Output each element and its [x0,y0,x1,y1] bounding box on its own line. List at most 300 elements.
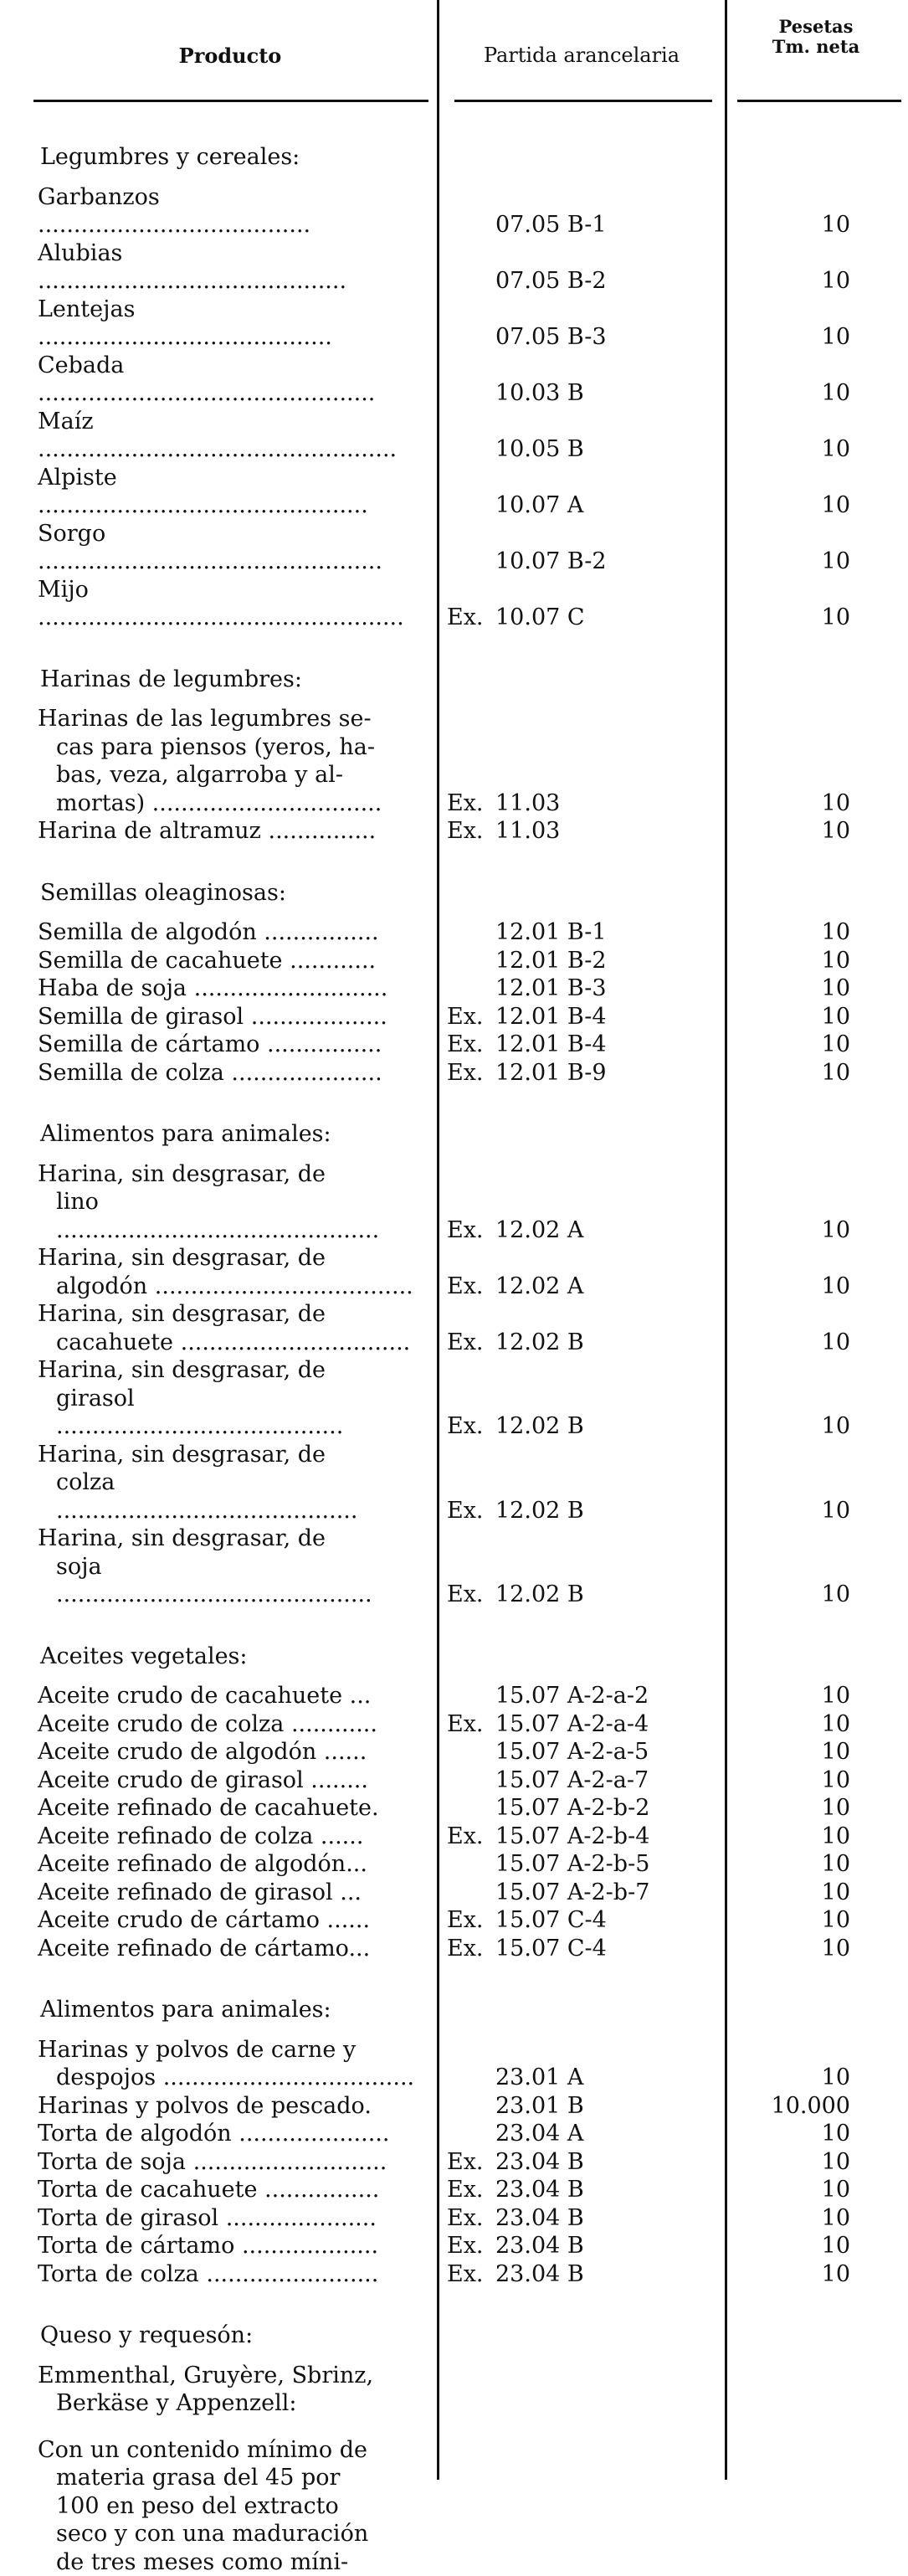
tariff-code: 10.03 B [495,380,584,406]
paragraph-text [0,2362,415,2418]
tariff-code: 12.02 B [495,1498,584,1524]
tariff-code: 11.03 [495,818,560,844]
product-cell [0,1766,415,1795]
section-title [0,1629,908,1683]
table-row [0,1244,908,1300]
section-gap [0,1609,908,1629]
product-cell [0,296,415,352]
tariff-code: 10.07 C [495,604,585,630]
table-row [0,1850,908,1879]
product-line: Aceite refinado de colza ...... [38,1823,415,1851]
paragraph-line: Emmenthal, Gruyère, Sbrinz, [38,2362,415,2390]
ex-prefix: Ex. [447,2148,495,2177]
pesetas-cell: 10 [700,1879,850,1907]
product-line: Harina, sin desgrasar, de [38,1160,415,1189]
pesetas-cell: 10.000 [700,2092,850,2121]
product-cell [0,2148,415,2177]
section-title [0,652,908,706]
pesetas-cell: 10 [700,1412,850,1441]
section-title [0,1982,908,2036]
table-row [0,408,908,464]
column-header-pesetas-line1: Pesetas [730,17,902,37]
table-row [0,1003,908,1031]
pesetas-cell: 10 [700,491,850,520]
tariff-cell [415,1329,700,1357]
product-cell [0,2232,415,2260]
tariff-code: 15.07 A-2-b-7 [495,1879,649,1905]
section-title-text: Legumbres y cereales: [0,143,415,172]
product-line: cacahuete ................................ [38,1329,415,1357]
pesetas-cell: 10 [700,2148,850,2177]
table-row [0,2204,908,2233]
table-row [0,2092,908,2121]
pesetas-cell: 10 [700,435,850,464]
pesetas-cell: 10 [700,1794,850,1823]
product-line: Harina de altramuz ............... [38,817,415,846]
product-line: Aceite crudo de colza ............ [38,1710,415,1739]
tariff-code: 23.04 B [495,2177,584,2203]
paragraph-line: Berkäse y Appenzell: [38,2389,415,2418]
product-cell [0,1738,415,1766]
table-row [0,239,908,296]
ex-prefix: Ex. [447,1003,495,1031]
tariff-cell [415,379,700,408]
tariff-cell [415,1412,700,1441]
tariff-cell [415,1766,700,1795]
pesetas-cell: 10 [700,2204,850,2233]
product-line: Aceite crudo de cártamo ...... [38,1906,415,1935]
pesetas-cell: 10 [700,1710,850,1739]
tariff-cell [415,1850,700,1879]
tariff-cell [415,1059,700,1087]
tariff-cell [415,2232,700,2260]
pesetas-cell: 10 [700,1850,850,1879]
tariff-code: 12.02 A [495,1217,583,1243]
product-cell [0,1356,415,1441]
product-line: Garbanzos ...................................... [38,183,415,239]
table-row [0,1710,908,1739]
table-row [0,1356,908,1441]
tariff-code: 23.01 B [495,2093,584,2119]
table-row [0,1935,908,1963]
product-line: Cebada ............................................... [38,352,415,408]
pesetas-cell: 10 [700,1682,850,1710]
pesetas-cell: 10 [700,1935,850,1963]
section-title-text: Aceites vegetales: [0,1643,415,1671]
tariff-code: 12.01 B-4 [495,1004,607,1030]
table-row [0,520,908,576]
product-cell [0,1935,415,1963]
table-row [0,1823,908,1851]
product-line: Torta de cacahuete ................ [38,2176,415,2204]
tariff-cell [415,1906,700,1935]
tariff-code: 15.07 C-4 [495,1907,607,1933]
tariff-code: 15.07 A-2-b-5 [495,1851,649,1877]
tariff-code: 12.01 B-4 [495,1031,607,1057]
table-row [0,2232,908,2260]
product-line: lino ............................................. [38,1188,415,1244]
pesetas-cell: 10 [700,1216,850,1245]
product-line: Harinas y polvos de carne y [38,2036,415,2064]
ex-prefix: Ex. [447,817,495,846]
table-row [0,352,908,408]
product-line: colza .......................................... [38,1468,415,1525]
product-cell [0,1906,415,1935]
column-header-pesetas-line2: Tm. neta [730,37,902,57]
pesetas-cell: 10 [700,2176,850,2204]
tariff-cell [415,2176,700,2204]
table-row [0,974,908,1003]
pesetas-cell: 10 [700,1766,850,1795]
tariff-cell [415,2148,700,2177]
product-line: Semilla de girasol ................... [38,1003,415,1031]
tariff-cell [415,1497,700,1525]
ex-prefix: Ex. [447,1273,495,1301]
pesetas-cell: 10 [700,379,850,408]
product-line: Harina, sin desgrasar, de [38,1356,415,1385]
tariff-code: 23.04 B [495,2233,584,2259]
tariff-code: 15.07 A-2-b-4 [495,1823,649,1849]
product-line: algodón .................................... [38,1273,415,1301]
product-line: bas, veza, algarroba y al- [38,761,415,789]
tariff-cell [415,323,700,352]
tariff-cell [415,974,700,1003]
table-row [0,947,908,975]
tariff-code: 23.04 B [495,2205,584,2231]
tariff-code: 23.04 B [495,2261,584,2287]
tariff-code: 11.03 [495,790,560,816]
section-title-text: Alimentos para animales: [0,1120,415,1149]
product-line: Mijo ................................................... [38,576,415,632]
product-cell [0,520,415,576]
product-cell [0,1244,415,1300]
product-cell [0,1682,415,1710]
product-cell [0,1031,415,1059]
pesetas-cell: 10 [700,323,850,352]
pesetas-cell: 10 [700,2232,850,2260]
table-row [0,296,908,352]
product-cell [0,2120,415,2148]
tariff-code: 23.04 B [495,2149,584,2175]
tariff-code: 12.01 B-1 [495,919,607,945]
paragraph-line: materia grasa del 45 por [38,2464,415,2492]
table-row [0,1738,908,1766]
tariff-code: 12.01 B-3 [495,975,607,1001]
product-line: Haba de soja ........................... [38,974,415,1003]
product-line: Aceite refinado de algodón... [38,1850,415,1879]
product-cell [0,1710,415,1739]
tariff-cell [415,1581,700,1609]
pesetas-cell: 10 [700,1738,850,1766]
table-row [0,817,908,846]
product-line: Aceite refinado de cacahuete. [38,1794,415,1823]
section-title-text: Semillas oleaginosas: [0,879,415,908]
product-line: Harinas y polvos de pescado. [38,2092,415,2121]
paragraph-text [0,2436,415,2576]
product-line: mortas) ................................ [38,789,415,818]
product-line: Torta de colza ........................ [38,2260,415,2289]
product-cell [0,2092,415,2121]
paragraph-line: de tres meses como míni- [38,2548,415,2576]
section-title [0,866,908,919]
tariff-cell [415,947,700,975]
tariff-cell [415,2204,700,2233]
table-row [0,576,908,632]
tariff-cell [415,491,700,520]
product-cell [0,2204,415,2233]
product-cell [0,1525,415,1609]
table-row [0,1525,908,1609]
tariff-cell [415,1031,700,1059]
tariff-code: 12.02 B [495,1581,584,1607]
pesetas-cell: 10 [700,817,850,846]
table-row [0,1794,908,1823]
table-row [0,1879,908,1907]
product-cell [0,1794,415,1823]
paragraph [0,2362,908,2418]
tariff-code: 10.07 B-2 [495,548,607,574]
section-gap [0,846,908,866]
ex-prefix: Ex. [447,2232,495,2260]
product-cell [0,705,415,817]
tariff-cell [415,1216,700,1245]
product-line: Harinas de las legumbres se- [38,705,415,733]
column-header-pesetas [730,17,902,57]
pesetas-cell: 10 [700,789,850,818]
table-row [0,2148,908,2177]
pesetas-cell: 10 [700,548,850,576]
column-header-partida: Partida arancelaria [444,44,720,67]
paragraph-line: Con un contenido mínimo de [38,2436,415,2465]
tariff-table-body [0,130,908,2576]
product-cell [0,239,415,296]
product-cell [0,464,415,520]
product-cell [0,2036,415,2092]
product-cell [0,408,415,464]
product-line: Lentejas ......................................... [38,296,415,352]
product-line: Semilla de algodón ................ [38,918,415,947]
ex-prefix: Ex. [447,2260,495,2289]
pesetas-cell: 10 [700,267,850,296]
pesetas-cell: 10 [700,1906,850,1935]
header-rule-pesetas [737,100,901,102]
table-row [0,1300,908,1356]
paragraph-line: 100 en peso del extracto [38,2492,415,2521]
product-cell [0,1003,415,1031]
section-title [0,130,908,183]
section-title [0,1107,908,1160]
table-row [0,1441,908,1525]
product-line: Aceite crudo de girasol ........ [38,1766,415,1795]
table-row [0,918,908,947]
product-line: Aceite refinado de girasol ... [38,1879,415,1907]
product-line: Harina, sin desgrasar, de [38,1525,415,1553]
product-line: Harina, sin desgrasar, de [38,1441,415,1469]
tariff-cell [415,1935,700,1963]
tariff-cell [415,604,700,632]
section-gap [0,632,908,652]
section-gap [0,1962,908,1982]
tariff-code: 15.07 A-2-a-2 [495,1683,649,1709]
tariff-code: 15.07 C-4 [495,1936,607,1962]
tariff-cell [415,1794,700,1823]
table-row [0,1682,908,1710]
table-row [0,1059,908,1087]
pesetas-cell: 10 [700,2064,850,2092]
pesetas-cell: 10 [700,2120,850,2148]
product-line: despojos ................................... [38,2064,415,2092]
table-row [0,464,908,520]
product-cell [0,918,415,947]
tariff-cell [415,267,700,296]
ex-prefix: Ex. [447,604,495,632]
ex-prefix: Ex. [447,1710,495,1739]
tariff-code: 12.01 B-9 [495,1060,607,1086]
product-line: Semilla de colza ..................... [38,1059,415,1087]
tariff-cell [415,2120,700,2148]
ex-prefix: Ex. [447,1581,495,1609]
pesetas-cell: 10 [700,604,850,632]
section-title [0,2308,908,2362]
product-cell [0,1850,415,1879]
product-cell [0,974,415,1003]
product-cell [0,576,415,632]
table-row [0,2036,908,2092]
product-line: Alubias ........................................... [38,239,415,296]
pesetas-cell: 10 [700,947,850,975]
pesetas-cell: 10 [700,918,850,947]
product-cell [0,817,415,846]
ex-prefix: Ex. [447,2176,495,2204]
product-line: Torta de algodón ..................... [38,2120,415,2148]
section-title-text: Queso y requesón: [0,2321,415,2350]
product-line: girasol ........................................ [38,1385,415,1441]
product-cell [0,1879,415,1907]
product-cell [0,352,415,408]
product-cell [0,2260,415,2289]
pesetas-cell: 10 [700,1581,850,1609]
pesetas-cell: 10 [700,2260,850,2289]
tariff-cell [415,789,700,818]
table-row [0,1906,908,1935]
ex-prefix: Ex. [447,1906,495,1935]
product-line: Semilla de cártamo ................ [38,1031,415,1059]
product-cell [0,1059,415,1087]
tariff-cell [415,1823,700,1851]
table-row [0,2176,908,2204]
tariff-cell [415,1682,700,1710]
tariff-code: 23.04 A [495,2121,583,2147]
tariff-cell [415,1738,700,1766]
product-line: Aceite crudo de algodón ...... [38,1738,415,1766]
product-line: soja ............................................ [38,1553,415,1609]
tariff-cell [415,2092,700,2121]
product-cell [0,1441,415,1525]
section-title-text: Harinas de legumbres: [0,666,415,694]
ex-prefix: Ex. [447,789,495,818]
tariff-cell [415,2064,700,2092]
product-line: Torta de soja ........................... [38,2148,415,2177]
pesetas-cell: 10 [700,1329,850,1357]
product-cell [0,1823,415,1851]
product-line: Sorgo ................................................ [38,520,415,576]
ex-prefix: Ex. [447,2204,495,2233]
tariff-cell [415,435,700,464]
tariff-cell [415,817,700,846]
pesetas-cell: 10 [700,211,850,239]
ex-prefix: Ex. [447,1935,495,1963]
product-line: Aceite crudo de cacahuete ... [38,1682,415,1710]
tariff-code: 07.05 B-1 [495,212,607,238]
table-row [0,1031,908,1059]
product-cell [0,1300,415,1356]
product-line: Aceite refinado de cártamo... [38,1935,415,1963]
tariff-cell [415,1003,700,1031]
column-header-producto: Producto [33,44,427,68]
product-line: cas para piensos (yeros, ha- [38,733,415,762]
product-line: Harina, sin desgrasar, de [38,1300,415,1329]
table-row [0,2260,908,2289]
tariff-code: 12.02 A [495,1273,583,1299]
tariff-cell [415,918,700,947]
ex-prefix: Ex. [447,1412,495,1441]
ex-prefix: Ex. [447,1216,495,1245]
tariff-code: 15.07 A-2-a-4 [495,1711,649,1737]
product-cell [0,2176,415,2204]
product-line: Maíz .................................................. [38,408,415,464]
tariff-code: 07.05 B-3 [495,324,607,350]
product-cell [0,947,415,975]
section-gap [0,1087,908,1107]
tariff-cell [415,211,700,239]
tariff-code: 12.02 B [495,1329,584,1355]
tariff-code: 10.05 B [495,436,584,462]
section-gap [0,2288,908,2308]
table-row [0,1160,908,1245]
tariff-code: 15.07 A-2-a-5 [495,1739,649,1765]
header-rule-partida [454,100,712,102]
pesetas-cell: 10 [700,1497,850,1525]
table-row [0,183,908,239]
pesetas-cell: 10 [700,974,850,1003]
ex-prefix: Ex. [447,1823,495,1851]
product-cell [0,183,415,239]
tariff-code: 07.05 B-2 [495,268,607,294]
tariff-code: 12.02 B [495,1413,584,1439]
product-line: Torta de girasol ..................... [38,2204,415,2233]
ex-prefix: Ex. [447,1031,495,1059]
table-row [0,1766,908,1795]
tariff-code: 12.01 B-2 [495,948,607,974]
tariff-cell [415,1710,700,1739]
tariff-cell [415,2260,700,2289]
tariff-cell [415,548,700,576]
product-line: Semilla de cacahuete ............ [38,947,415,975]
pesetas-cell: 10 [700,1059,850,1087]
pesetas-cell: 10 [700,1031,850,1059]
product-line: Torta de cártamo ................... [38,2232,415,2260]
ex-prefix: Ex. [447,1497,495,1525]
header-rule-producto [33,100,428,102]
ex-prefix: Ex. [447,1059,495,1087]
paragraph [0,2436,908,2576]
table-row [0,705,908,817]
pesetas-cell: 10 [700,1823,850,1851]
product-cell [0,1160,415,1245]
product-line: Alpiste .............................................. [38,464,415,520]
section-title-text: Alimentos para animales: [0,1996,415,2024]
product-line: Harina, sin desgrasar, de [38,1244,415,1273]
